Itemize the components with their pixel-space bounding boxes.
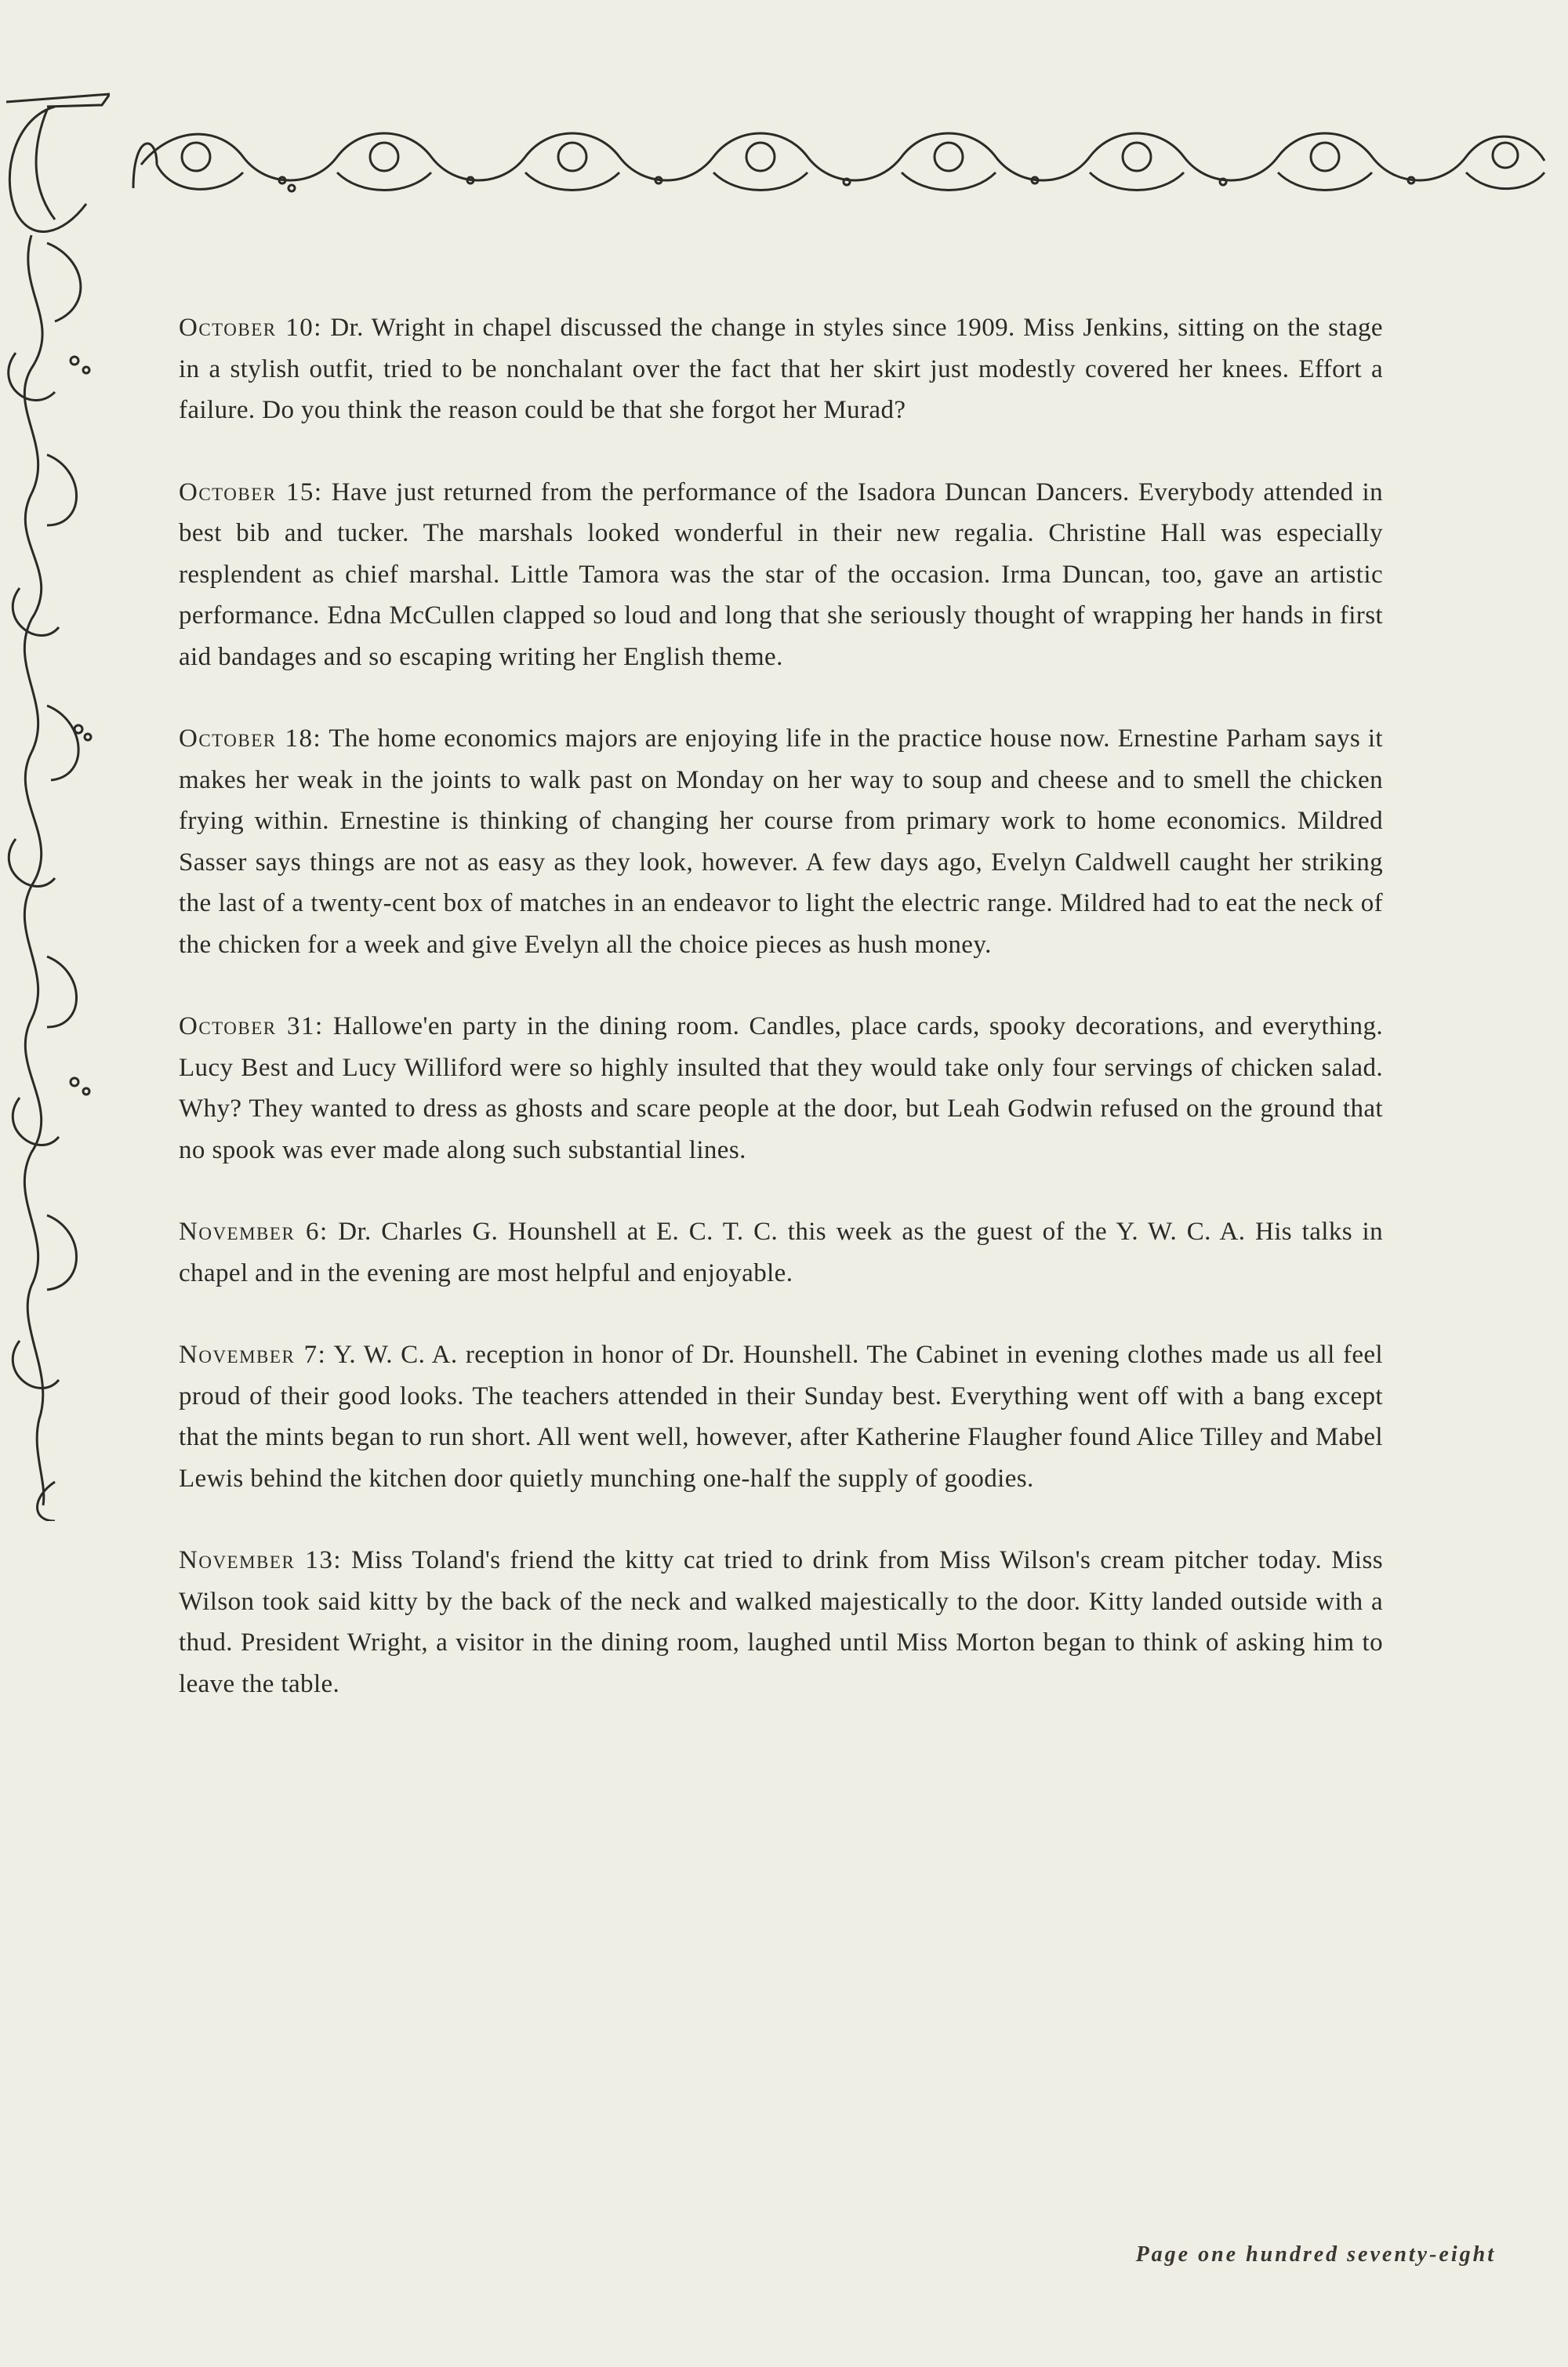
entry-text: Miss Toland's friend the kitty cat tried to drink from Miss Wilson's cream pitcher today. Miss Wilson took said kitty by the back of the neck and walked majestically to the door. Kitty landed outside with a thud. President Wright, a visitor in the dining room, laughed until Miss Morton began to think of asking him to leave the table. (179, 1546, 1383, 1698)
entry-text: Y. W. C. A. reception in honor of Dr. Hounshell. The Cabinet in evening clothes made us all feel proud of their good looks. The teachers attended in their Sunday best. Everything went off with a bang except that the mints began to run short. All went well, however, after Katherine Flaugher found Alice Tilley and Mabel Lewis behind the kitchen door quietly munching one-half the supply of goodies. (179, 1341, 1383, 1493)
vine-border-ornament (0, 86, 110, 1521)
page-number-footer: Page one hundred seventy-eight (1135, 2242, 1496, 2267)
entry-text: Dr. Charles G. Hounshell at E. C. T. C. this week as the guest of the Y. W. C. A. His talks in chapel and in the evening are most helpful and enjoyable. (179, 1218, 1384, 1287)
entry-date: November 13: (179, 1546, 343, 1574)
entry-date: October 15: (179, 477, 323, 506)
diary-entry (179, 718, 1383, 965)
entry-text: Hallowe'en party in the dining room. Candles, place cards, spooky decorations, and everything. Lucy Best and Lucy Williford were so highly insulted that they would take only four servings of chicken salad. Why? They wanted to dress as ghosts and scare people at the door, but Leah Godwin refused on the ground that no spook was ever made along such substantial lines. (179, 1012, 1383, 1164)
diary-entry (179, 1006, 1383, 1171)
entry-text: The home economics majors are enjoying life in the practice house now. Ernestine Parham says it makes her weak in the joints to walk past on Monday on her way to soup and cheese and to smell the chicken frying within. Ernestine is thinking of changing her course from primary work to home economics. Mildred Sasser says things are not as easy as they look, however. A few days ago, Evelyn Caldwell caught her striking the last of a twenty-cent box of matches in an endeavor to light the electric range. Mildred had to eat the neck of the chicken for a week and give Evelyn all the choice pieces as hush money. (179, 724, 1383, 959)
diary-entry (179, 1540, 1383, 1704)
scroll-header-ornament (125, 118, 1552, 204)
diary-entry (179, 1334, 1383, 1499)
diary-entry (179, 472, 1383, 678)
entry-text: Have just returned from the performance of the Isadora Duncan Dancers. Everybody attended in best bib and tucker. The marshals looked wonderful in their new regalia. Christine Hall was especially resplendent as chief marshal. Little Tamora was the star of the occasion. Irma Duncan, too, gave an artistic performance. Edna McCullen clapped so loud and long that she seriously thought of wrapping her hands in first aid bandages and so escaping writing her English theme. (179, 477, 1383, 671)
entry-date: November 6: (179, 1218, 328, 1246)
entry-date: November 7: (179, 1341, 327, 1369)
diary-entry (179, 1211, 1383, 1294)
entry-date: October 31: (179, 1012, 324, 1040)
entry-text: Dr. Wright in chapel discussed the change in styles since 1909. Miss Jenkins, sitting on the stage in a stylish outfit, tried to be nonchalant over the fact that her skirt just modestly covered her knees. Effort a failure. Do you think the reason could be that she forgot her Murad? (179, 314, 1383, 424)
entry-date: October 18: (179, 724, 322, 753)
diary-entries (179, 307, 1383, 1745)
diary-entry (179, 307, 1383, 431)
entry-date: October 10: (179, 314, 322, 342)
